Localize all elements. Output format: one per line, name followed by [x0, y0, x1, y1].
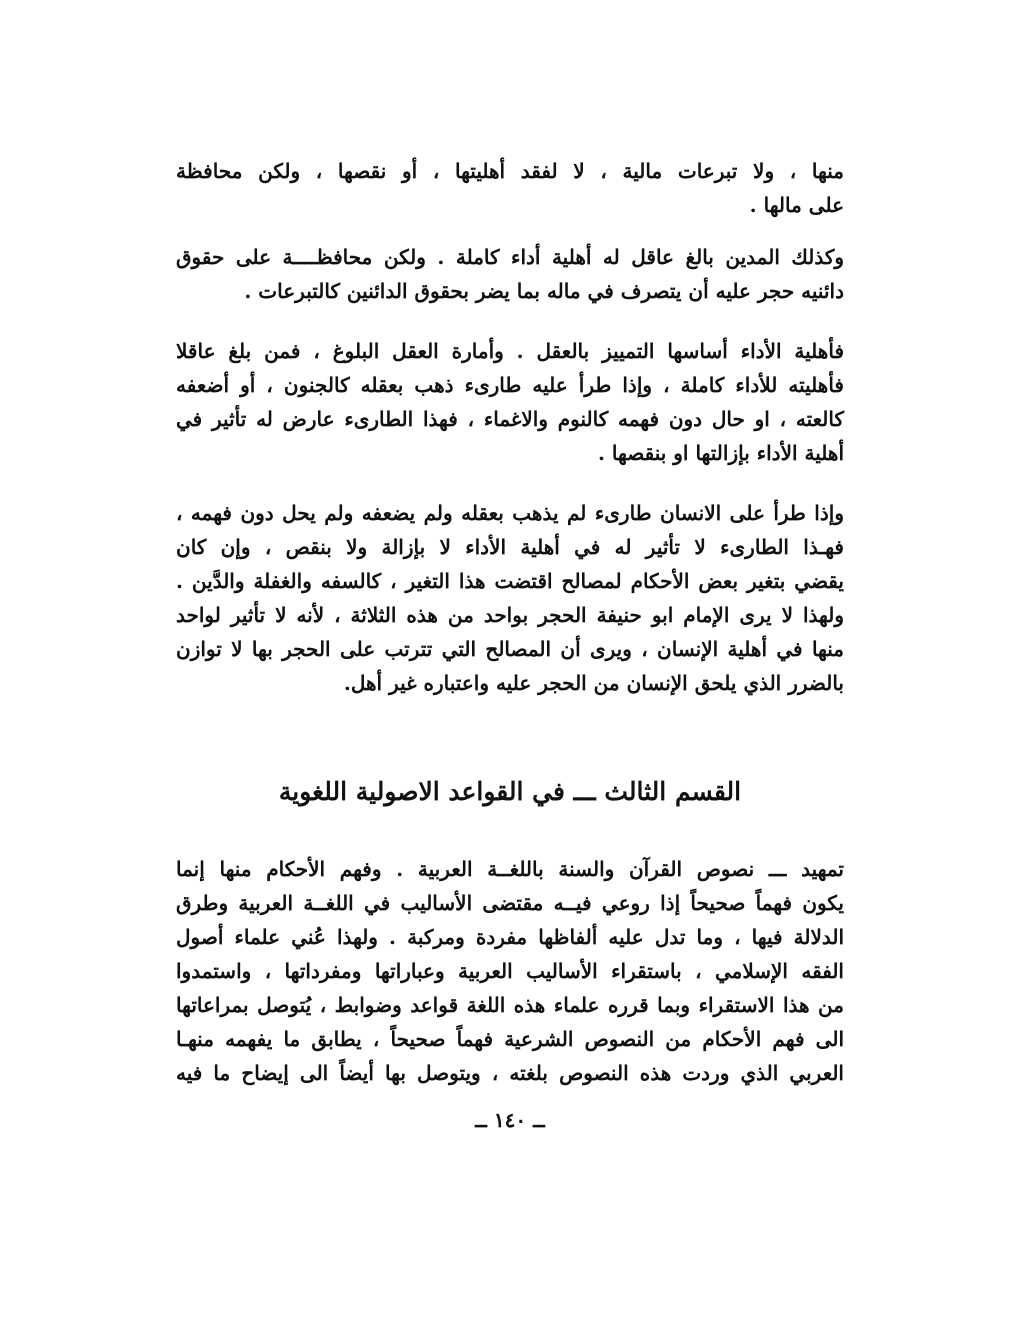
paragraph-line: يكون فهماً صحيحاً إذا روعي فيــه مقتضى الأساليب في اللغــة العربية وطرق: [176, 891, 844, 915]
paragraph-line: ولهذا لا يرى الإمام ابو حنيفة الحجر بواحد من هذه الثلاثة ، لأنه لا تأثير لواحد: [176, 603, 844, 627]
paragraph-line: العربي الذي وردت هذه النصوص بلغته ، ويتوصل بها أيضاً الى إيضاح ما فيه: [176, 1061, 844, 1085]
paragraph-line: أهلية الأداء بإزالتها او بنقصها .: [598, 441, 844, 465]
paragraph-line: فأهليته للأداء كاملة ، وإذا طرأ عليه طارىء ذهب بعقله كالجنون ، أو أضعفه: [176, 373, 844, 397]
paragraph-line: الفقه الإسلامي ، باستقراء الأساليب العربية وعباراتها ومفرداتها ، واستمدوا: [176, 959, 844, 983]
paragraph-line: كالعته ، او حال دون فهمه كالنوم والاغماء ، فهذا الطارىء عارض له تأثير في: [176, 407, 844, 431]
paragraph-line: تمهيد ـــ نصوص القرآن والسنة باللغــة العربية . وفهم الأحكام منها إنما: [176, 857, 844, 881]
paragraph-line: فهـذا الطارىء لا تأثير له في أهلية الأداء لا بإزالة ولا بنقص ، وإن كان: [176, 535, 844, 559]
paragraph-line: الدلالة فيها ، وما تدل عليه ألفاظها مفردة ومركبة . ولهذا عُني علماء أصول: [176, 925, 844, 949]
paragraph-line: الى فهم الأحكام من النصوص الشرعية فهماً صحيحاً ، يطابق ما يفهمه منهـا: [176, 1027, 844, 1051]
paragraph-line: على مالها .: [749, 193, 844, 217]
page-body: [176, 140, 844, 1090]
paragraph-1: [176, 154, 844, 222]
paragraph-2: [176, 240, 844, 308]
section-intro-paragraph: [176, 852, 844, 1090]
paragraph-line: منها ، ولا تبرعات مالية ، لا لفقد أهليتها ، أو نقصها ، ولكن محافظة: [176, 159, 844, 183]
paragraph-line: وإذا طرأ على الانسان طارىء لم يذهب بعقله ولم يضعفه ولم يحل دون فهمه ،: [176, 501, 844, 525]
page-number: ــ ١٤٠ ــ: [475, 1108, 545, 1132]
paragraph-4: [176, 496, 844, 700]
paragraph-line: يقضي بتغير بعض الأحكام لمصالح اقتضت هذا التغير ، كالسفه والغفلة والدَّين .: [176, 569, 844, 593]
section-heading: القسم الثالث ـــ في القواعد الاصولية اللغوية: [278, 777, 742, 806]
paragraph-3: [176, 334, 844, 470]
paragraph-line: بالضرر الذي يلحق الإنسان من الحجر عليه واعتباره غير أهل.: [343, 671, 844, 695]
paragraph-line: دائنيه حجر عليه أن يتصرف في ماله بما يضر بحقوق الدائنين كالتبرعات .: [244, 279, 844, 303]
paragraph-line: منها في أهلية الإنسان ، ويرى أن المصالح التي تترتب على الحجر بها لا توازن: [176, 637, 844, 661]
paragraph-line: من هذا الاستقراء وبما قرره علماء هذه اللغة قواعد وضوابط ، يُتوصل بمراعاتها: [176, 993, 844, 1017]
paragraph-line: فأهلية الأداء أساسها التمييز بالعقل . وأمارة العقل البلوغ ، فمن بلغ عاقلا: [176, 339, 844, 363]
paragraph-line: وكذلك المدين بالغ عاقل له أهلية أداء كاملة . ولكن محافظــــة على حقوق: [176, 245, 844, 269]
